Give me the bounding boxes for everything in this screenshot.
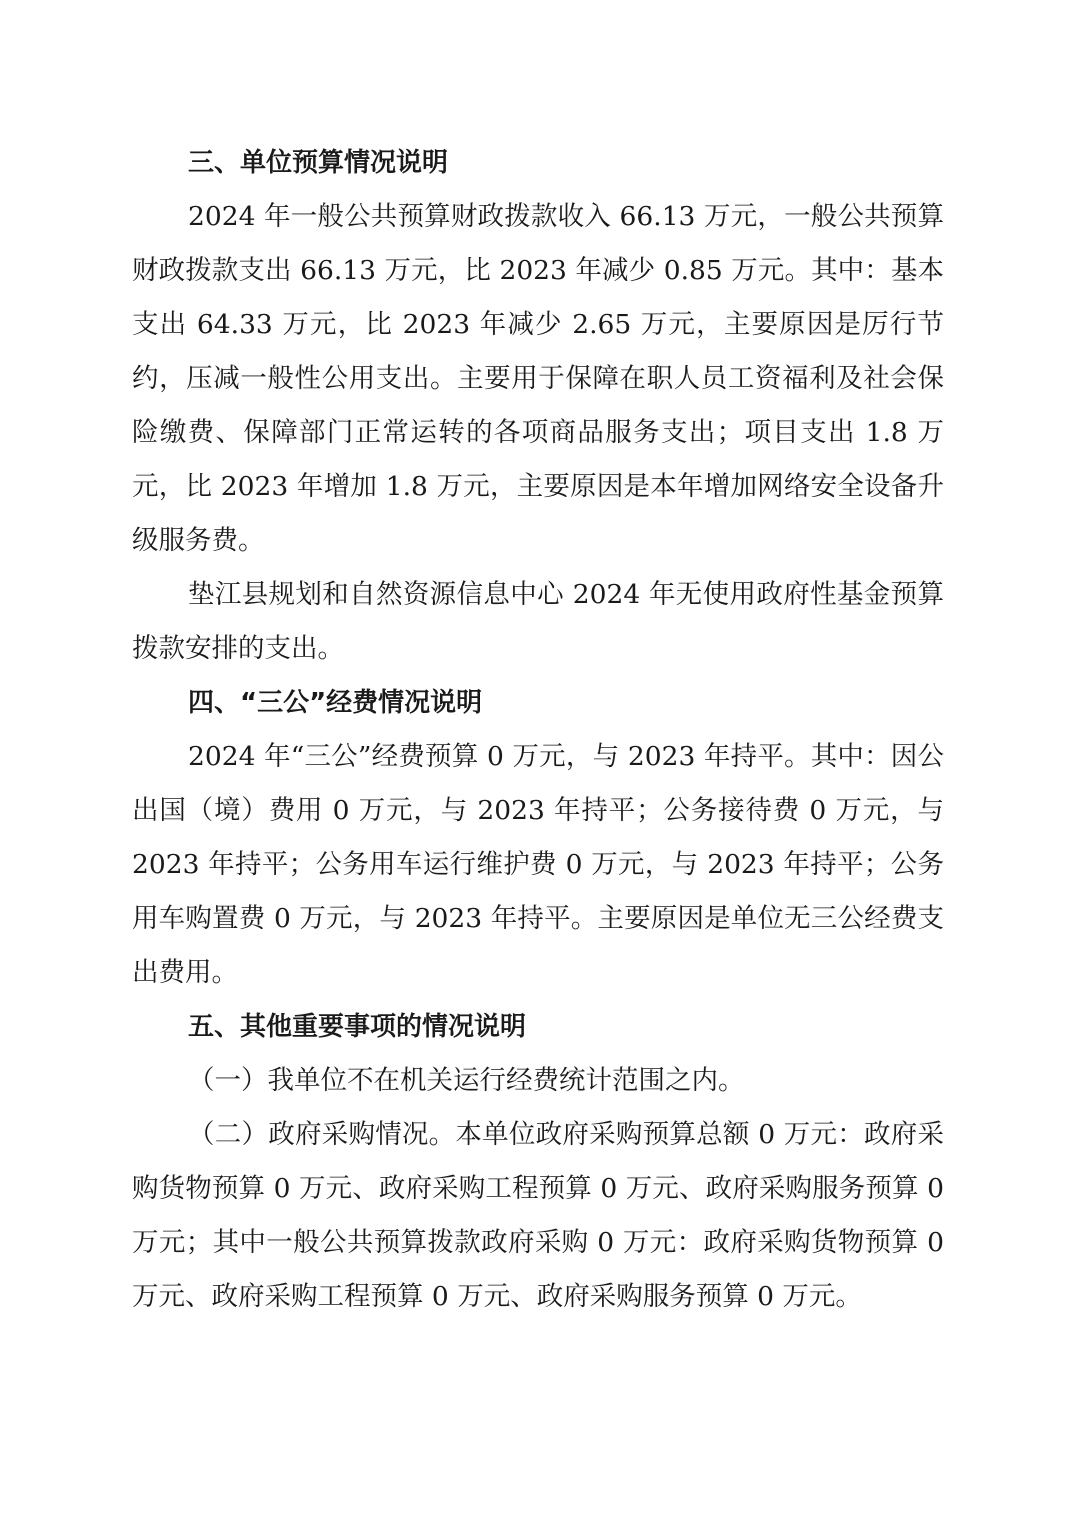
section-other-matters: [132, 1000, 944, 1324]
paragraph-government-fund: 垫江县规划和自然资源信息中心 2024 年无使用政府性基金预算拨款安排的支出。: [132, 579, 944, 664]
paragraph-procurement: （二）政府采购情况。本单位政府采购预算总额 0 万元：政府采购货物预算 0 万元、政府采购工程预算 0 万元、政府采购服务预算 0 万元；其中一般公共预算拨款政府采购 0 万元：政府采购货物预算 0 万元、政府采购工程预算 0 万元、政府采购服务预算 0 万元。: [132, 1119, 944, 1312]
section-heading: 四、“三公”经费情况说明: [188, 688, 483, 718]
paragraph-three-public-summary: 2024 年“三公”经费预算 0 万元，与 2023 年持平。其中：因公出国（境）费用 0 万元，与 2023 年持平；公务接待费 0 万元，与 2023 年持平；公务用车运行维护费 0 万元，与 2023 年持平；公务用车购置费 0 万元，与 2023 年持平。主要原因是单位无三公经费支出费用。: [132, 741, 944, 988]
section-heading: 三、单位预算情况说明: [188, 148, 449, 178]
document-body: [132, 136, 944, 1324]
section-unit-budget: [132, 136, 944, 676]
paragraph-operating-expenses: （一）我单位不在机关运行经费统计范围之内。: [188, 1065, 745, 1096]
paragraph-budget-summary: 2024 年一般公共预算财政拨款收入 66.13 万元，一般公共预算财政拨款支出 66.13 万元，比 2023 年减少 0.85 万元。其中：基本支出 64.33 万元，比 2023 年减少 2.65 万元，主要原因是厉行节约，压减一般性公用支出。主要用于保障在职人员工资福利及社会保险缴费、保障部门正常运转的各项商品服务支出；项目支出 1.8 万元，比 2023 年增加 1.8 万元，主要原因是本年增加网络安全设备升级服务费。: [132, 201, 944, 556]
section-three-public-expenses: [132, 676, 944, 1000]
section-heading: 五、其他重要事项的情况说明: [188, 1012, 527, 1042]
